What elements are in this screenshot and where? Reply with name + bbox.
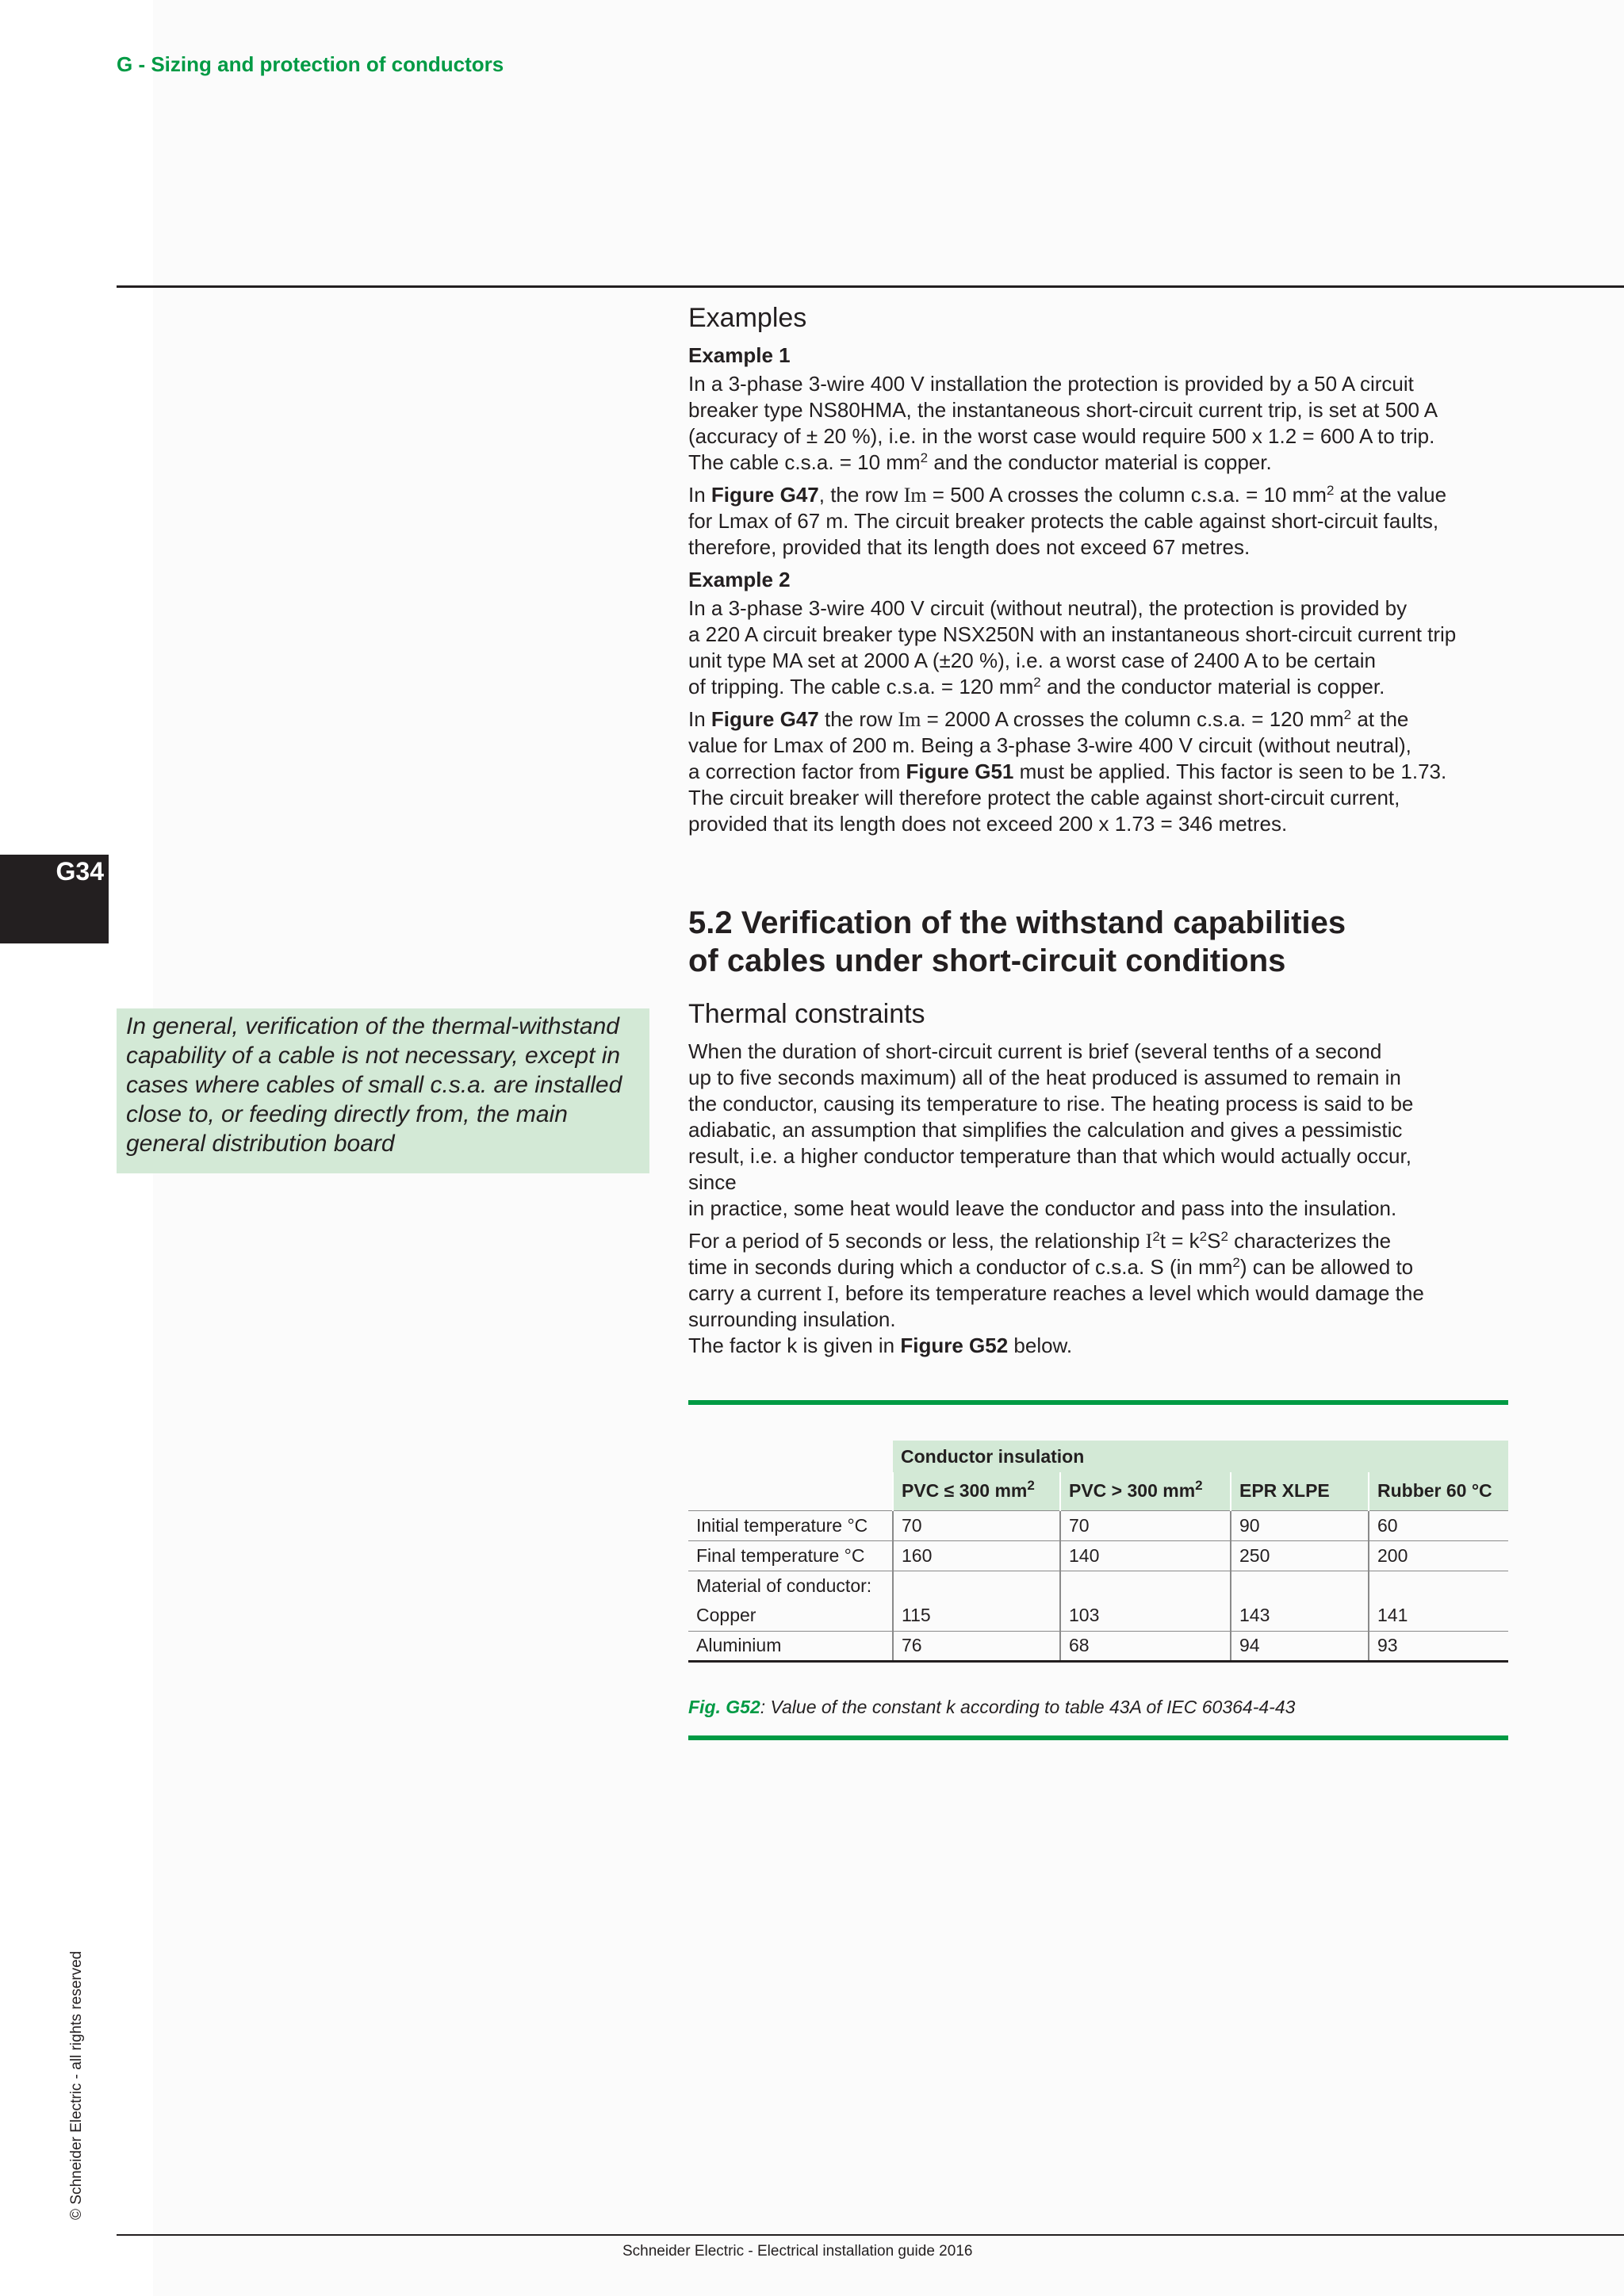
text-line: therefore, provided that its length does not exceed 67 metres. [688,535,1251,559]
row-label: Copper [696,1605,756,1626]
text-run: characterizes the [1228,1229,1392,1253]
figure-reference: Figure G47 [710,707,819,731]
group-header: Conductor insulation [893,1441,1508,1472]
table-row [688,1540,1508,1571]
text-line: result, i.e. a higher conductor temperature than that which would actually occur, [688,1144,1411,1168]
table-corner [688,1441,893,1472]
table-cell: 250 [1231,1540,1369,1571]
table-cell [1231,1571,1369,1601]
text-line: In a 3-phase 3-wire 400 V circuit (without neutral), the protection is provided by [688,596,1408,620]
superscript: 2 [1326,483,1335,498]
text-run: = 500 A crosses the column c.s.a. = 10 mm [926,483,1327,507]
text-run: The factor k is given in [688,1334,901,1357]
section-title [688,904,1513,980]
text-run: below. [1008,1334,1073,1357]
text-line: The circuit breaker will therefore protect the cable against short-circuit current, [688,786,1400,809]
text-run: , before its temperature reaches a level which would damage the [833,1281,1424,1305]
text-run: In [688,483,711,507]
footer-text: Schneider Electric - Electrical installation guide 2016 [622,2243,973,2260]
figure-bottom-rule [688,1735,1508,1740]
column-header: EPR XLPE [1231,1472,1369,1510]
thermal-heading: Thermal constraints [688,999,925,1029]
sidebar-line: capability of a cable is not necessary, except in [126,1043,621,1069]
text-line: When the duration of short-circuit current is brief (several tenths of a second [688,1039,1382,1063]
example-2-paragraph-2 [688,706,1513,837]
text-run: , the row [818,483,904,507]
superscript: 2 [1199,1229,1208,1244]
text-run: a correction factor from [688,760,906,783]
table-cell: 68 [1060,1631,1231,1661]
column-header [893,1472,1060,1510]
text-line: The cable c.s.a. = 10 mm [688,450,921,474]
table-cell: 143 [1231,1601,1369,1631]
text-run: carry a current [688,1281,827,1305]
table-cell: 160 [893,1540,1060,1571]
figure-reference: Figure G51 [906,760,1014,783]
text-line: (accuracy of ± 20 %), i.e. in the worst case would require 500 x 1.2 = 600 A to trip. [688,424,1435,448]
figure-reference: Figure G47 [710,483,819,507]
table-row [688,1571,1508,1601]
thermal-paragraph-1 [688,1039,1513,1222]
table-row [688,1510,1508,1540]
text-run: at the [1351,707,1409,731]
text-line: in practice, some heat would leave the conductor and pass into the insulation. [688,1196,1397,1220]
table-cell: 115 [893,1601,1060,1631]
table-cell: 90 [1231,1510,1369,1540]
text-line: and the conductor material is copper. [1040,675,1385,698]
text-run: at the value [1334,483,1447,507]
text-line: value for Lmax of 200 m. Being a 3-phase 3-wire 400 V circuit (without neutral), [688,733,1411,757]
text-line: since [688,1170,737,1194]
text-line: of tripping. The cable c.s.a. = 120 mm [688,675,1034,698]
text-run: t = k [1159,1229,1200,1253]
text-line: In a 3-phase 3-wire 400 V installation the protection is provided by a 50 A circuit [688,372,1414,396]
text-run: ) can be allowed to [1239,1255,1414,1279]
column-header-text: PVC ≤ 300 mm [902,1480,1028,1502]
superscript: 2 [1033,675,1041,690]
row-label: Initial temperature °C [688,1510,893,1540]
row-label: Material of conductor: [688,1571,893,1601]
text-run: S [1207,1229,1221,1253]
example-1-paragraph-1 [688,371,1513,476]
table-cell: 93 [1369,1631,1508,1661]
superscript: 2 [1220,1229,1228,1244]
symbol-im: Im [898,708,921,731]
text-line: surrounding insulation. [688,1307,896,1331]
table-group-header-row [688,1441,1508,1472]
table-cell: 76 [893,1631,1060,1661]
text-run: For a period of 5 seconds or less, the relationship [688,1229,1146,1253]
superscript: 2 [1152,1229,1160,1244]
example-1-block [688,342,1513,837]
superscript: 2 [1232,1255,1240,1270]
text-run: time in seconds during which a conductor of c.s.a. S (in mm [688,1255,1233,1279]
text-line: and the conductor material is copper. [928,450,1272,474]
table-cell: 103 [1060,1601,1231,1631]
text-line: adiabatic, an assumption that simplifies the calculation and gives a pessimistic [688,1118,1403,1142]
superscript: 2 [1027,1478,1035,1494]
copyright-notice: © Schneider Electric - all rights reserved [68,1950,85,2220]
sidebar-line: cases where cables of small c.s.a. are installed [126,1072,622,1098]
column-header: Rubber 60 °C [1369,1472,1508,1510]
table-cell: 141 [1369,1601,1508,1631]
section-title-line: 5.2 Verification of the withstand capabilities [688,905,1346,940]
table-row [688,1601,1508,1631]
figure-label: Fig. G52 [688,1697,760,1717]
table-cell [1060,1571,1231,1601]
text-line: provided that its length does not exceed 200 x 1.73 = 346 metres. [688,812,1288,836]
text-run: = 2000 A crosses the column c.s.a. = 120 mm [921,707,1344,731]
text-line: the conductor, causing its temperature to rise. The heating process is said to be [688,1092,1414,1115]
footer-rule [117,2234,1624,2236]
table-column-header-row [688,1472,1508,1510]
text-run: must be applied. This factor is seen to be 1.73. [1013,760,1447,783]
table-cell [1369,1571,1508,1601]
table-cell: 70 [893,1510,1060,1540]
text-line: unit type MA set at 2000 A (±20 %), i.e. a worst case of 2400 A to be certain [688,649,1377,672]
superscript: 2 [1195,1478,1203,1494]
page-number: G34 [56,857,104,886]
table-cell: 70 [1060,1510,1231,1540]
figure-top-rule [688,1400,1508,1405]
header-rule [117,285,1624,288]
caption-text: : Value of the constant k according to table 43A of IEC 60364-4-43 [760,1697,1296,1717]
table-cell: 94 [1231,1631,1369,1661]
sidebar-note [117,1008,649,1173]
text-line: for Lmax of 67 m. The circuit breaker protects the cable against short-circuit faults, [688,509,1439,533]
figure-reference: Figure G52 [900,1334,1009,1357]
table-cell: 60 [1369,1510,1508,1540]
example-1-paragraph-2 [688,482,1513,561]
symbol-i: I [826,1282,834,1305]
superscript: 2 [920,450,929,465]
k-constant-table [688,1441,1508,1663]
page-number-tab [0,855,109,943]
sidebar-line: general distribution board [126,1131,395,1157]
text-line: a 220 A circuit breaker type NSX250N with an instantaneous short-circuit current trip [688,622,1457,646]
text-run: the row [818,707,898,731]
text-line: up to five seconds maximum) all of the heat produced is assumed to remain in [688,1066,1401,1089]
thermal-body [688,1039,1513,1359]
table-cell [893,1571,1060,1601]
table-cell: 140 [1060,1540,1231,1571]
sidebar-line: close to, or feeding directly from, the main [126,1101,568,1127]
superscript: 2 [1343,707,1352,722]
row-label: Aluminium [688,1631,893,1661]
column-header [1060,1472,1231,1510]
table-row [688,1631,1508,1661]
symbol-im: Im [903,484,927,507]
examples-heading: Examples [688,303,807,333]
example-1-title: Example 1 [688,343,791,367]
text-line: breaker type NS80HMA, the instantaneous short-circuit current trip, is set at 500 A [688,398,1438,422]
text-run: In [688,707,711,731]
column-header-text: PVC > 300 mm [1069,1480,1196,1502]
figure-caption [688,1697,1295,1718]
chapter-header: G - Sizing and protection of conductors [117,52,504,76]
thermal-paragraph-2 [688,1228,1513,1359]
example-2-title: Example 2 [688,568,791,591]
table-cell: 200 [1369,1540,1508,1571]
section-title-line: of cables under short-circuit conditions [688,943,1286,978]
sidebar-line: In general, verification of the thermal-withstand [126,1013,619,1039]
example-2-paragraph-1 [688,595,1513,700]
row-label: Final temperature °C [688,1540,893,1571]
symbol-i: I [1145,1230,1153,1253]
table-corner [688,1472,893,1510]
